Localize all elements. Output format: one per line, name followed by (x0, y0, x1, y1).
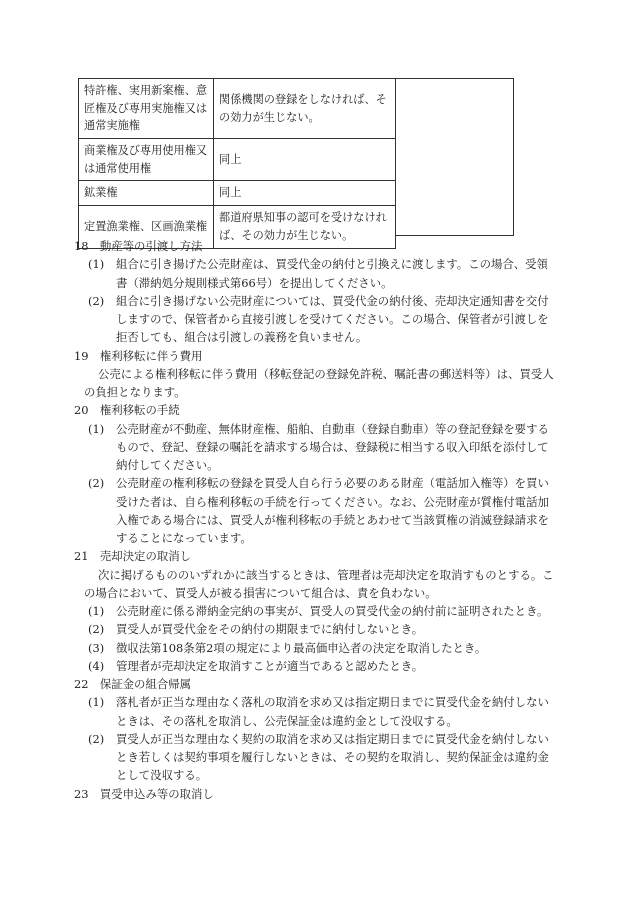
item-text: 組合に引き揚げた公売財産は、買受代金の納付と引換えに渡します。この場合、受領書（滞納処分規則様式第66号）を提出してください。 (116, 257, 548, 290)
item-text: 落札者が正当な理由なく落札の取消を求め又は指定期日までに買受代金を納付しないときは、その落札を取消し、公売保証金は違約金として没収する。 (116, 695, 549, 728)
section-title: 18 動産等の引渡し方法 (74, 239, 203, 253)
item-number: (4) (88, 658, 105, 673)
section-22 (74, 675, 558, 785)
table-row (79, 139, 396, 181)
item-text: 徴収法第108条第2項の規定により最高価申込者の決定を取消したとき。 (116, 640, 487, 655)
table-row (79, 79, 396, 139)
section-18 (74, 237, 558, 347)
item-number: (2) (88, 293, 105, 308)
section-paragraph: 次に掲げるもののいずれかに該当するときは、管理者は売却決定を取消すものとする。この場合において、買受人が被る損害について組合は、責を負わない。 (84, 567, 554, 600)
table-cell-condition: 同上 (214, 181, 396, 206)
section-19 (74, 347, 558, 402)
item-number: (2) (88, 476, 105, 491)
section-20 (74, 401, 558, 547)
item-number: (2) (88, 731, 105, 746)
table-cell-right-type: 特許権、実用新案権、意匠権及び専用実施権又は通常実施権 (79, 79, 214, 139)
item-text: 管理者が売却決定を取消すことが適当であると認めたとき。 (116, 658, 424, 673)
section-title: 22 保証金の組合帰属 (74, 677, 192, 691)
list-item (74, 255, 558, 292)
list-item (74, 730, 558, 785)
section-title: 19 権利移転に伴う費用 (74, 348, 203, 363)
item-number: (1) (88, 257, 105, 272)
item-number: (1) (88, 421, 105, 436)
list-item (74, 657, 558, 675)
list-item (74, 420, 558, 475)
item-text: 組合に引き揚げない公売財産については、買受代金の納付後、売却決定通知書を交付しますので、保管者から直接引渡しを受けてください。この場合、保管者が引渡しを拒否しても、組合は引渡しの義務を負いません。 (116, 293, 549, 345)
table-frame-border (396, 78, 514, 236)
table-cell-condition: 同上 (214, 139, 396, 181)
table-cell-condition: 関係機関の登録をしなければ、その効力が生じない。 (214, 79, 396, 139)
document-body (74, 237, 558, 803)
item-number: (1) (88, 695, 105, 710)
section-title: 21 売却決定の取消し (74, 549, 192, 564)
item-text: 公売財産が不動産、無体財産権、船舶、自動車（登録自動車）等の登記登録を要するもので、登記、登録の嘱託を請求する場合は、登録税に相当する収入印紙を添付して納付してください。 (116, 421, 549, 472)
list-item (74, 620, 558, 638)
table-cell-right-type: 定置漁業権、区画漁業権 (79, 206, 214, 248)
list-item (74, 292, 558, 347)
section-title: 23 買受申込み等の取消し (74, 786, 214, 801)
list-item (74, 693, 558, 730)
list-item (74, 602, 558, 620)
item-number: (1) (88, 604, 105, 618)
section-paragraph: 公売による権利移転に伴う費用（移転登記の登録免許税、嘱託書の郵送料等）は、買受人の負担となります。 (84, 366, 554, 399)
table-cell-condition: 都道府県知事の認可を受けなければ、その効力が生じない。 (214, 206, 396, 248)
item-text: 買受人が買受代金をその納付の期限までに納付しないとき。 (116, 622, 424, 637)
section-title: 20 権利移転の手続 (74, 403, 180, 418)
item-text: 買受人が正当な理由なく契約の取消を求め又は指定期日までに買受代金を納付しないとき若しくは契約事項を履行しないときは、その契約を取消し、契約保証金は違約金として没収する。 (116, 731, 549, 783)
item-number: (3) (88, 640, 105, 655)
list-item (74, 639, 558, 657)
item-text: 公売財産に係る滞納金完納の事実が、買受人の買受代金の納付前に証明されたとき。 (116, 604, 549, 618)
table-cell-right-type: 鉱業権 (79, 181, 214, 206)
item-number: (2) (88, 622, 105, 637)
table-row (79, 181, 396, 206)
rights-table (78, 78, 396, 249)
section-21 (74, 547, 558, 675)
item-text: 公売財産の権利移転の登録を買受人自ら行う必要のある財産（電話加入権等）を買い受けた者は、自ら権利移転の手続を行ってください。なお、公売財産が質権付電話加入権である場合には、買受人が権利移転の手続とあわせて当該質権の消滅登録請求をすることになっています。 (116, 476, 549, 545)
list-item (74, 474, 558, 547)
table-cell-right-type: 商業権及び専用使用権又は通常使用権 (79, 139, 214, 181)
section-23 (74, 785, 558, 803)
